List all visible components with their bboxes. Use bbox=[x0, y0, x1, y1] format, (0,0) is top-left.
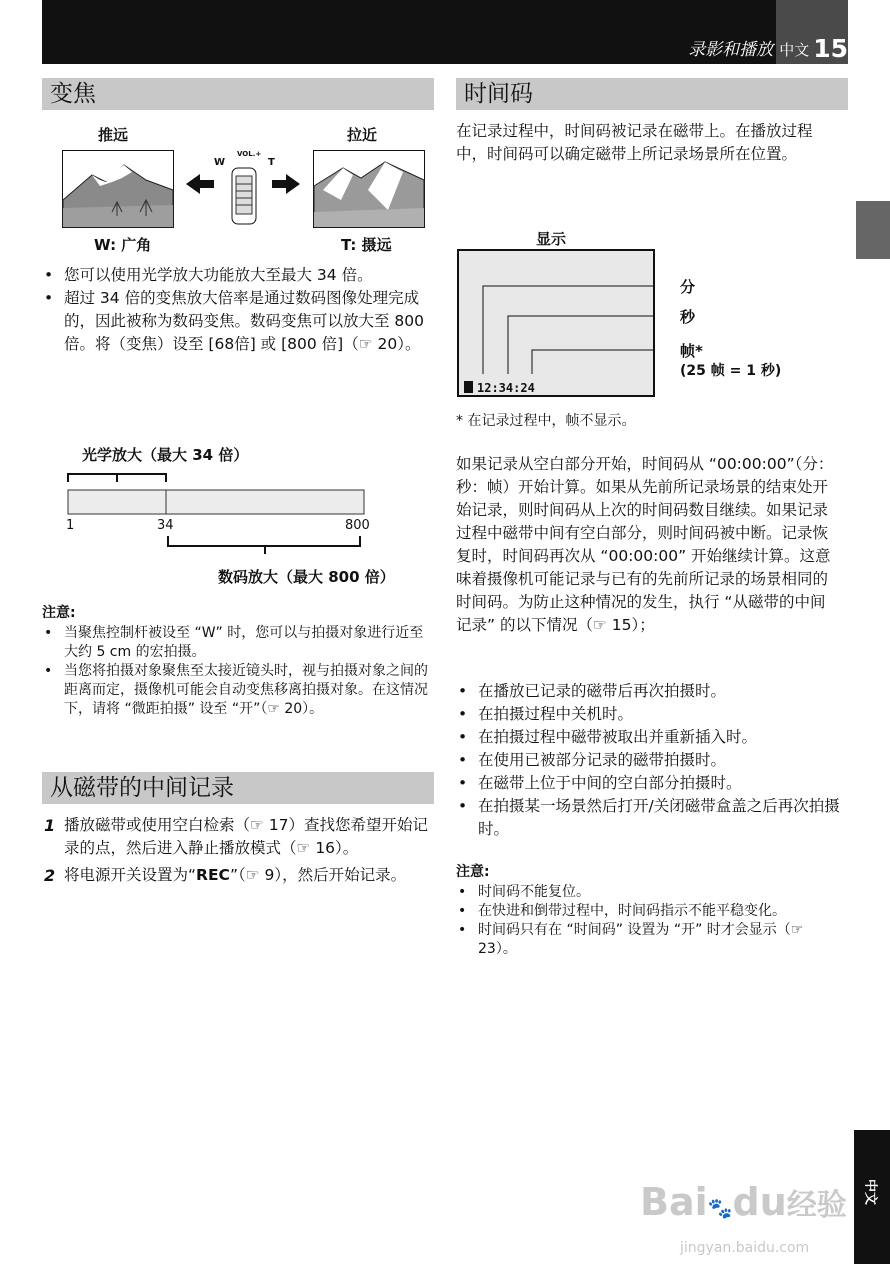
timecode-paragraph: 如果记录从空白部分开始，时间码从 “00:00:00”（分：秒：帧）开始计算。如果从先前所记录场景的结束处开始记录，则时间码从上次的时间码数目继续。如果记录过程中磁带中间有空白部分，则时间码被中断。记录恢复时，时间码再次从 “00:00:00” 开始继续计算。这意味着摄像机可能记录与已有的先前所记录的场景相同的时间码。为防止这种情况的发生，执行 “从磁带的中间记录” 的以下情况（☞ 15）； bbox=[456, 455, 834, 634]
caption-tele: T: 摄远 bbox=[341, 236, 392, 254]
zoom-wide-label: 拉近 bbox=[347, 126, 378, 144]
zoom-note-title: 注意: bbox=[42, 605, 76, 621]
list-item: • 在播放已记录的磁带后再次拍摄时。 bbox=[456, 680, 840, 703]
zoom-notes bbox=[42, 624, 434, 719]
list-item: • 时间码不能复位。 bbox=[456, 883, 840, 902]
tick-800: 800 bbox=[345, 518, 370, 533]
step-number: 1 bbox=[44, 816, 56, 835]
header-lang: 中文 bbox=[779, 41, 810, 59]
list-item: • 您可以使用光学放大功能放大至最大 34 倍。 bbox=[42, 264, 434, 287]
watermark-brand2: du bbox=[732, 1180, 787, 1224]
tick-1: 1 bbox=[66, 518, 75, 533]
page-number: 15 bbox=[813, 34, 848, 63]
zoom-tele-label: 推远 bbox=[98, 126, 129, 144]
step-text-bold: REC bbox=[196, 866, 230, 884]
arrow-right-icon bbox=[272, 174, 300, 194]
digital-zoom-label: 数码放大（最大 800 倍） bbox=[218, 568, 395, 586]
list-item: • 时间码只有在 “时间码” 设置为 “开” 时才会显示（☞ 23）。 bbox=[456, 921, 840, 959]
caption-wide: W: 广角 bbox=[94, 236, 152, 254]
label-seconds: 秒 bbox=[680, 308, 696, 326]
step-number: 2 bbox=[44, 866, 56, 885]
language-tab bbox=[854, 1130, 890, 1264]
watermark-logo bbox=[640, 1180, 847, 1224]
wide-landscape-illustration bbox=[62, 150, 174, 228]
side-index-tab bbox=[856, 201, 890, 259]
zoom-range-bar bbox=[60, 470, 380, 560]
watermark-url: jingyan.baidu.com bbox=[680, 1240, 810, 1256]
timecode-readout: 12:34:24 bbox=[477, 381, 535, 395]
step-text-post: ”（☞ 9），然后开始记录。 bbox=[229, 866, 407, 884]
label-frames: 帧* bbox=[680, 342, 703, 360]
timecode-display-diagram bbox=[456, 248, 680, 400]
list-item: • 在快进和倒带过程中，时间码指示不能平稳变化。 bbox=[456, 902, 840, 921]
step-1 bbox=[42, 814, 434, 860]
tick-34: 34 bbox=[157, 518, 174, 533]
step-text: 播放磁带或使用空白检索（☞ 17）查找您希望开始记录的点，然后进入静止播放模式（☞ 16）。 bbox=[64, 816, 429, 857]
language-tab-label: 中文 bbox=[862, 1178, 878, 1206]
header bbox=[688, 34, 848, 63]
label-frames-note: (25 帧 = 1 秒) bbox=[680, 363, 782, 379]
list-item: • 超过 34 倍的变焦放大倍率是通过数码图像处理完成的，因此被称为数码变焦。数码变焦可以放大至 800 倍。将（变焦）设至 [68倍] 或 [800 倍]（☞ 20）。 bbox=[42, 287, 434, 356]
lever-t: T bbox=[268, 157, 275, 168]
watermark-brand3: 经验 bbox=[786, 1188, 847, 1223]
lever-w: W bbox=[214, 157, 226, 168]
timecode-footnote: * 在记录过程中，帧不显示。 bbox=[456, 413, 636, 429]
timecode-notes bbox=[456, 883, 840, 959]
arrow-left-icon bbox=[186, 174, 214, 194]
list-item: • 在拍摄某一场景然后打开/关闭磁带盒盖之后再次拍摄时。 bbox=[456, 795, 840, 841]
list-item: • 在磁带上位于中间的空白部分拍摄时。 bbox=[456, 772, 840, 795]
section-title-zoom: 变焦 bbox=[42, 78, 434, 110]
list-item: • 在拍摄过程中关机时。 bbox=[456, 703, 840, 726]
paw-icon: 🐾 bbox=[707, 1196, 733, 1220]
lever-vol: VOL.+ bbox=[237, 150, 262, 158]
display-label: 显示 bbox=[536, 230, 567, 248]
label-minutes: 分 bbox=[680, 278, 696, 296]
list-item: • 当聚焦控制杆被设至 “W” 时，您可以与拍摄对象进行近至大约 5 cm 的宏拍摄。 bbox=[42, 624, 434, 662]
list-item: • 当您将拍摄对象聚焦至太接近镜头时，视与拍摄对象之间的距离而定，摄像机可能会自动变焦移离拍摄对象。在这情况下，请将 “微距拍摄” 设至 “开”（☞ 20）。 bbox=[42, 662, 434, 719]
timecode-intro: 在记录过程中，时间码被记录在磁带上。在播放过程中，时间码可以确定磁带上所记录场景所在位置。 bbox=[456, 122, 813, 163]
zoom-bullet-list bbox=[42, 264, 434, 356]
watermark-brand: Bai bbox=[640, 1180, 708, 1224]
header-title: 录影和播放 bbox=[688, 40, 774, 60]
list-item: • 在使用已被部分记录的磁带拍摄时。 bbox=[456, 749, 840, 772]
step-2 bbox=[42, 864, 434, 887]
section-title-timecode: 时间码 bbox=[456, 78, 848, 110]
timecode-bullet-list bbox=[456, 680, 840, 841]
tele-landscape-illustration bbox=[313, 150, 425, 228]
section-title-midrec: 从磁带的中间记录 bbox=[42, 772, 434, 804]
list-item: • 在拍摄过程中磁带被取出并重新插入时。 bbox=[456, 726, 840, 749]
tape-icon bbox=[464, 381, 473, 393]
midrec-steps bbox=[42, 814, 434, 887]
optical-zoom-label: 光学放大（最大 34 倍） bbox=[82, 446, 249, 464]
timecode-note-title: 注意: bbox=[456, 864, 490, 880]
zoom-lever-illustration bbox=[184, 164, 302, 228]
step-text-pre: 将电源开关设置为“ bbox=[64, 866, 197, 884]
